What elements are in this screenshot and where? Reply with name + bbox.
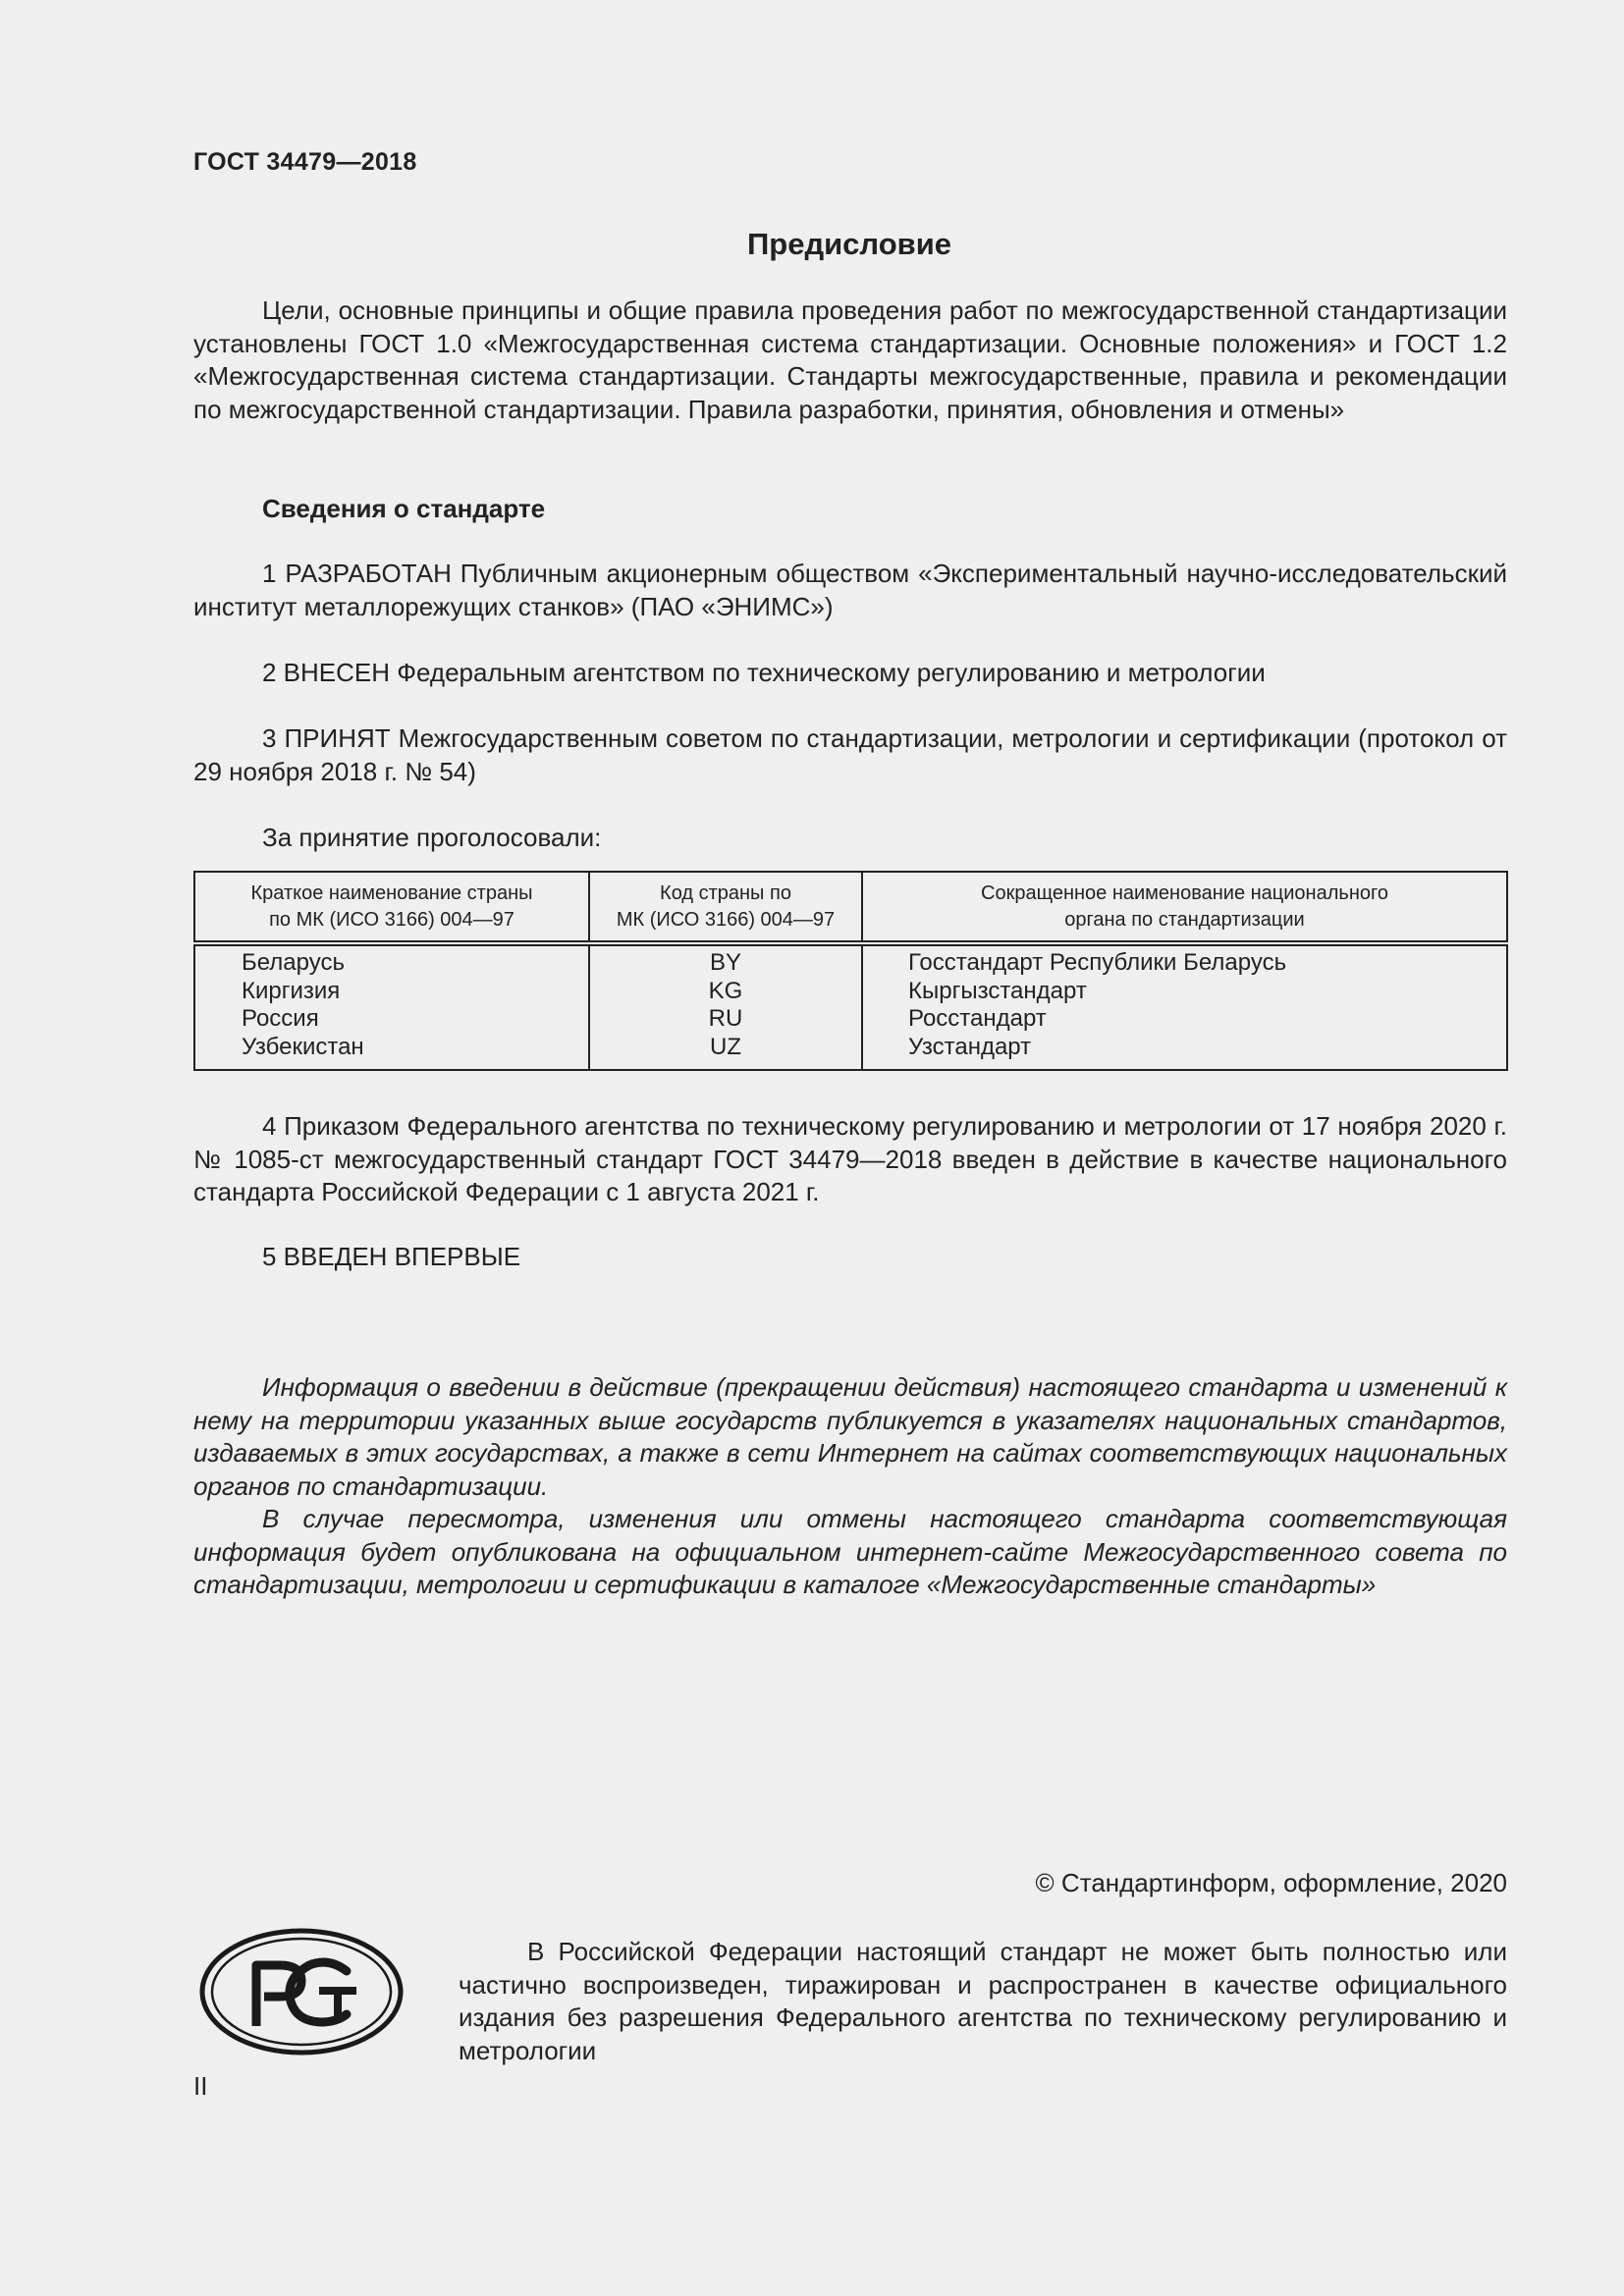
standard-info-heading: Сведения о стандарте [262,494,546,523]
table-row [194,943,1507,1070]
header-country: Краткое наименование страны по МК (ИСО 3166) 004—97 [194,872,589,943]
copyright-line: © Стандартинформ, оформление, 2020 [1035,1868,1507,1897]
item-adopted: 3 ПРИНЯТ Межгосударственным советом по стандартизации, метрологии и сертификации (протокол от 29 ноября 2018 г. № 54) [193,723,1507,786]
table-header-row [194,872,1507,943]
page-title: Предисловие [746,227,951,261]
rst-logo-icon [199,1928,404,2060]
header-standards-body: Сокращенное наименование национального органа по стандартизации [862,872,1507,943]
document-code: ГОСТ 34479—2018 [193,148,417,176]
item-first-time: 5 ВВЕДЕН ВПЕРВЫЕ [262,1242,521,1271]
notice-paragraph-1: Информация о введении в действие (прекращении действия) настоящего стандарта и изменений к нему на территории указанных выше государств публикуется в указателях национальных стандартов, издаваемых в этих государствах, а также в сети Интернет на сайтах соответствующих национальных органов по стандартизации. [193,1372,1507,1501]
notice-paragraph-2: В случае пересмотра, изменения или отмены настоящего стандарта соответствующая информация будет опубликована на официальном интернет-сайте Межгосударственного совета по стандартизации, метрологии и сертификации в каталоге «Межгосударственные стандарты» [193,1504,1507,1599]
standards-body-cell: Госстандарт Республики Беларусь Кыргызстандарт Росстандарт Узстандарт [908,949,1287,1060]
code-cell: BY KG RU UZ [589,943,862,1070]
item-developed: 1 РАЗРАБОТАН Публичным акционерным обществом «Экспериментальный научно-исследовательский институт металлорежущих станков» (ПАО «ЭНИМС») [193,559,1507,621]
item-enacted: 4 Приказом Федерального агентства по техническому регулированию и метрологии от 17 ноября 2020 г. № 1085-ст межгосударственный стандарт ГОСТ 34479—2018 введен в действие в качестве национального стандарта Российской Федерации с 1 августа 2021 г. [193,1111,1507,1206]
rights-notice: В Российской Федерации настоящий стандарт не может быть полностью или частично воспроизведен, тиражирован и распространен в качестве официального издания без разрешения Федерального агентства по техническому регулированию и метрологии [459,1937,1507,2065]
item-introduced: 2 ВНЕСЕН Федеральным агентством по техническому регулированию и метрологии [262,658,1266,687]
header-country-code: Код страны по МК (ИСО 3166) 004—97 [589,872,862,943]
page-number: II [193,2071,208,2101]
preface-paragraph: Цели, основные принципы и общие правила проведения работ по межгосударственной стандартизации установлены ГОСТ 1.0 «Межгосударственная система стандартизации. Основные положения» и ГОСТ 1.2 «Межгосударственная система стандартизации. Стандарты межгосударственные, правила и рекомендации по межгосударственной стандартизации. Правила разработки, принятия, обновления и отмены» [193,295,1507,424]
country-cell: Беларусь Киргизия Россия Узбекистан [194,943,589,1070]
votes-table [193,871,1508,1071]
voted-label: За принятие проголосовали: [262,823,602,852]
